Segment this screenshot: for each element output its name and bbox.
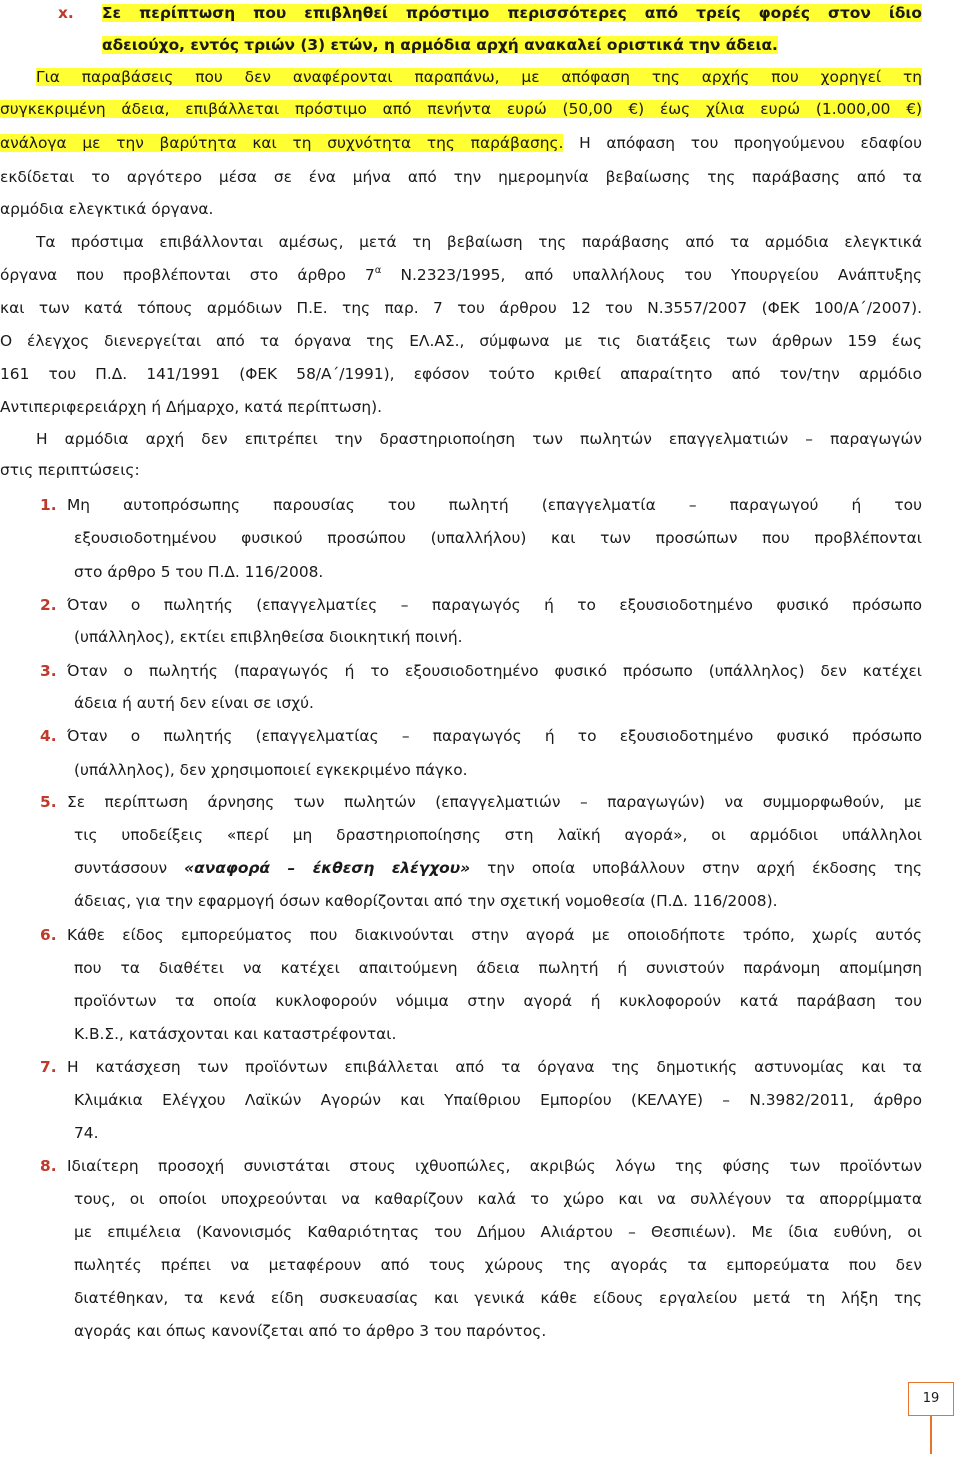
paragraph-text: Ν.2323/1995, από υπαλλήλους του Υπουργείου Ανάπτυξης: [381, 266, 922, 284]
list-item-text: (υπάλληλος), εκτίει επιβληθείσα διοικητική ποινή.: [74, 628, 463, 646]
item-x-marker: [58, 2, 74, 24]
superscript: α: [374, 264, 382, 276]
highlighted-text: ανάλογα με την βαρύτητα και τη συχνότητα της παράβασης.: [0, 134, 564, 152]
list-item-7-line-2: [74, 1089, 922, 1111]
list-item-2-line-1: [67, 594, 922, 616]
list-marker-5: [40, 791, 57, 813]
immediate-line-6: [0, 396, 382, 418]
list-item-6-line-3: [74, 990, 922, 1012]
list-item-6-line-4: [74, 1023, 396, 1045]
list-item-7-line-1: [67, 1056, 922, 1078]
list-item-8-line-5: [74, 1287, 922, 1309]
immediate-line-2: [0, 264, 922, 286]
paragraph-text: Η απόφαση του προηγούμενου εδαφίου: [563, 134, 922, 152]
list-item-text: που τα διαθέτει να κατέχει απαιτούμενη άδεια πωλητή ή συνιστούν παράνομη απομίμηση: [74, 959, 922, 977]
highlighted-text: συγκεκριμένη άδεια, επιβάλλεται πρόστιμο από πενήντα ευρώ (50,00 €) έως χίλια ευρώ (1.000,00 €): [0, 100, 922, 118]
highlighted-text: αδειούχο, εντός τριών (3) ετών, η αρμόδια αρχή ανακαλεί οριστικά την άδεια.: [102, 36, 778, 54]
list-item-text: Σε περίπτωση άρνησης των πωλητών (επαγγελματιών – παραγωγών) να συμμορφωθούν, με: [67, 793, 922, 811]
paragraph-text: αρμόδια ελεγκτικά όργανα.: [0, 200, 214, 218]
list-item-text: τους, οι οποίοι υποχρεούνται να καθαρίζουν καλά το χώρο και να συλλέγουν τα απορρίμματα: [74, 1190, 922, 1208]
fines-line-5: [0, 198, 213, 220]
list-marker-3: [40, 660, 57, 682]
list-item-8-line-3: [74, 1221, 922, 1243]
list-marker-4: [40, 725, 57, 747]
paragraph-text: Ο έλεγχος διενεργείται από τα όργανα της ΕΛ.ΑΣ., σύμφωνα με τις διατάξεις των άρθρων 159 έως: [0, 332, 922, 350]
list-item-text: συντάσσουν: [74, 859, 185, 877]
paragraph-text: και των κατά τόπους αρμόδιων Π.Ε. της παρ. 7 του άρθρου 12 του Ν.3557/2007 (ΦΕΚ 100/Α΄/2007).: [0, 299, 922, 317]
list-item-8-line-4: [74, 1254, 922, 1276]
list-item-text: 74.: [74, 1124, 99, 1142]
fines-line-4: [0, 166, 922, 188]
immediate-line-4: [0, 330, 922, 352]
paragraph-text: όργανα που προβλέπονται στο άρθρο 7: [0, 266, 375, 284]
list-item-8-line-2: [74, 1188, 922, 1210]
list-item-text: Όταν ο πωλητής (επαγγελματίες – παραγωγός ή το εξουσιοδοτημένο φυσικό πρόσωπο: [67, 596, 922, 614]
paragraph-text: Τα πρόστιμα επιβάλλονται αμέσως, μετά τη βεβαίωση της παράβασης από τα αρμόδια ελεγκτικά: [36, 233, 922, 251]
list-marker: x.: [58, 4, 74, 22]
list-item-text: Κλιμάκια Ελέγχου Λαϊκών Αγορών και Υπαίθριου Εμπορίου (ΚΕΛΑΥΕ) – Ν.3982/2011, άρθρο: [74, 1091, 922, 1109]
list-item-2-line-2: [74, 626, 463, 648]
list-marker: 7.: [40, 1058, 57, 1076]
list-item-5-line-2: [74, 824, 922, 846]
paragraph-text: Αντιπεριφερειάρχη ή Δήμαρχο, κατά περίπτωση).: [0, 398, 383, 416]
list-item-6-line-1: [67, 924, 922, 946]
list-marker: 1.: [40, 496, 57, 514]
list-item-text: άδεια ή αυτή δεν είναι σε ισχύ.: [74, 694, 314, 712]
paragraph-text: Η αρμόδια αρχή δεν επιτρέπει την δραστηριοποίηση των πωλητών επαγγελματιών – παραγωγών: [36, 430, 922, 448]
list-item-text: Όταν ο πωλητής (παραγωγός ή το εξουσιοδοτημένο φυσικό πρόσωπο (υπάλληλος) δεν κατέχει: [67, 662, 922, 680]
report-term: «αναφορά – έκθεση ελέγχου»: [184, 859, 471, 877]
list-marker: 3.: [40, 662, 57, 680]
list-item-text: τις υποδείξεις «περί μη δραστηριοποίησης στη λαϊκή αγορά», οι αρμόδιοι υπάλληλοι: [74, 826, 922, 844]
immediate-line-1: [36, 231, 922, 253]
list-item-4-line-1: [67, 725, 922, 747]
list-item-text: στο άρθρο 5 του Π.Δ. 116/2008.: [74, 563, 324, 581]
list-item-text: την οποία υποβάλλουν στην αρχή έκδοσης της: [470, 859, 922, 877]
list-item-text: Όταν ο πωλητής (επαγγελματίας – παραγωγός ή το εξουσιοδοτημένο φυσικό πρόσωπο: [67, 727, 922, 745]
list-marker: 4.: [40, 727, 57, 745]
list-marker-6: [40, 924, 57, 946]
list-item-text: Η κατάσχεση των προϊόντων επιβάλλεται από τα όργανα της δημοτικής αστυνομίας και τα: [67, 1058, 922, 1076]
list-item-text: (υπάλληλος), δεν χρησιμοποιεί εγκεκριμένο πάγκο.: [74, 761, 468, 779]
list-item-5-line-4: [74, 890, 777, 912]
fines-line-1: [36, 66, 922, 88]
page-number-box: [908, 1382, 954, 1416]
authority-line-2: [0, 459, 140, 481]
list-item-1-line-2: [74, 527, 922, 549]
fines-line-2: [0, 98, 922, 120]
list-marker-7: [40, 1056, 57, 1078]
list-marker: 6.: [40, 926, 57, 944]
authority-line-1: [36, 428, 922, 450]
list-marker: 2.: [40, 596, 57, 614]
list-marker: 8.: [40, 1157, 57, 1175]
list-item-text: εξουσιοδοτημένου φυσικού προσώπου (υπαλλήλου) και των προσώπων που προβλέπονται: [74, 529, 922, 547]
list-marker-2: [40, 594, 57, 616]
page-number-rule: [930, 1416, 932, 1454]
list-item-text: Ιδιαίτερη προσοχή συνιστάται στους ιχθυοπώλες, ακριβώς λόγω της φύσης των προϊόντων: [67, 1157, 922, 1175]
fines-line-3: [0, 132, 922, 154]
page-number: 19: [922, 1391, 940, 1406]
list-item-7-line-3: [74, 1122, 98, 1144]
highlighted-text: Για παραβάσεις που δεν αναφέρονται παραπάνω, με απόφαση της αρχής που χορηγεί τη: [36, 68, 922, 86]
item-x-line-2: [102, 34, 778, 56]
list-item-text: άδειας, για την εφαρμογή όσων καθορίζονται από την σχετική νομοθεσία (Π.Δ. 116/2008).: [74, 892, 778, 910]
item-x-line-1: [102, 2, 922, 24]
list-item-text: Μη αυτοπρόσωπης παρουσίας του πωλητή (επαγγελματία – παραγωγού ή του: [67, 496, 922, 514]
immediate-line-5: [0, 363, 922, 385]
list-marker: 5.: [40, 793, 57, 811]
paragraph-text: εκδίδεται το αργότερο μέσα σε ένα μήνα από την ημερομηνία βεβαίωσης της παράβασης από τα: [0, 168, 922, 186]
paragraph-text: 161 του Π.Δ. 141/1991 (ΦΕΚ 58/Α΄/1991), εφόσον τούτο κριθεί απαραίτητο από τον/την αρμόδιο: [0, 365, 922, 383]
list-item-5-line-3: [74, 857, 922, 879]
list-item-6-line-2: [74, 957, 922, 979]
paragraph-text: στις περιπτώσεις:: [0, 461, 140, 479]
list-item-text: διατέθηκαν, τα κενά είδη συσκευασίας και γενικά κάθε είδους εργαλείου μετά τη λήξη της: [74, 1289, 922, 1307]
list-item-8-line-6: [74, 1320, 546, 1342]
highlighted-text: Σε περίπτωση που επιβληθεί πρόστιμο περισσότερες από τρείς φορές στον ίδιο: [102, 4, 922, 22]
list-item-5-line-1: [67, 791, 922, 813]
list-item-text: προϊόντων τα οποία κυκλοφορούν νόμιμα στην αγορά ή κυκλοφορούν κατά παράβαση του: [74, 992, 922, 1010]
list-marker-1: [40, 494, 57, 516]
list-item-4-line-2: [74, 759, 468, 781]
list-item-8-line-1: [67, 1155, 922, 1177]
list-item-text: με επιμέλεια (Κανονισμός Καθαριότητας του Δήμου Αλιάρτου – Θεσπιέων). Με ίδια ευθύνη, οι: [74, 1223, 922, 1241]
list-marker-8: [40, 1155, 57, 1177]
list-item-text: Κάθε είδος εμπορεύματος που διακινούνται στην αγορά με οποιοδήποτε τρόπο, χωρίς αυτός: [67, 926, 922, 944]
list-item-text: πωλητές πρέπει να μεταφέρουν από τους χώρους της αγοράς τα εμπορεύματα που δεν: [74, 1256, 922, 1274]
list-item-3-line-1: [67, 660, 922, 682]
list-item-text: αγοράς και όπως κανονίζεται από το άρθρο 3 του παρόντος.: [74, 1322, 547, 1340]
immediate-line-3: [0, 297, 922, 319]
list-item-3-line-2: [74, 692, 314, 714]
list-item-text: Κ.Β.Σ., κατάσχονται και καταστρέφονται.: [74, 1025, 397, 1043]
list-item-1-line-1: [67, 494, 922, 516]
list-item-1-line-3: [74, 561, 323, 583]
